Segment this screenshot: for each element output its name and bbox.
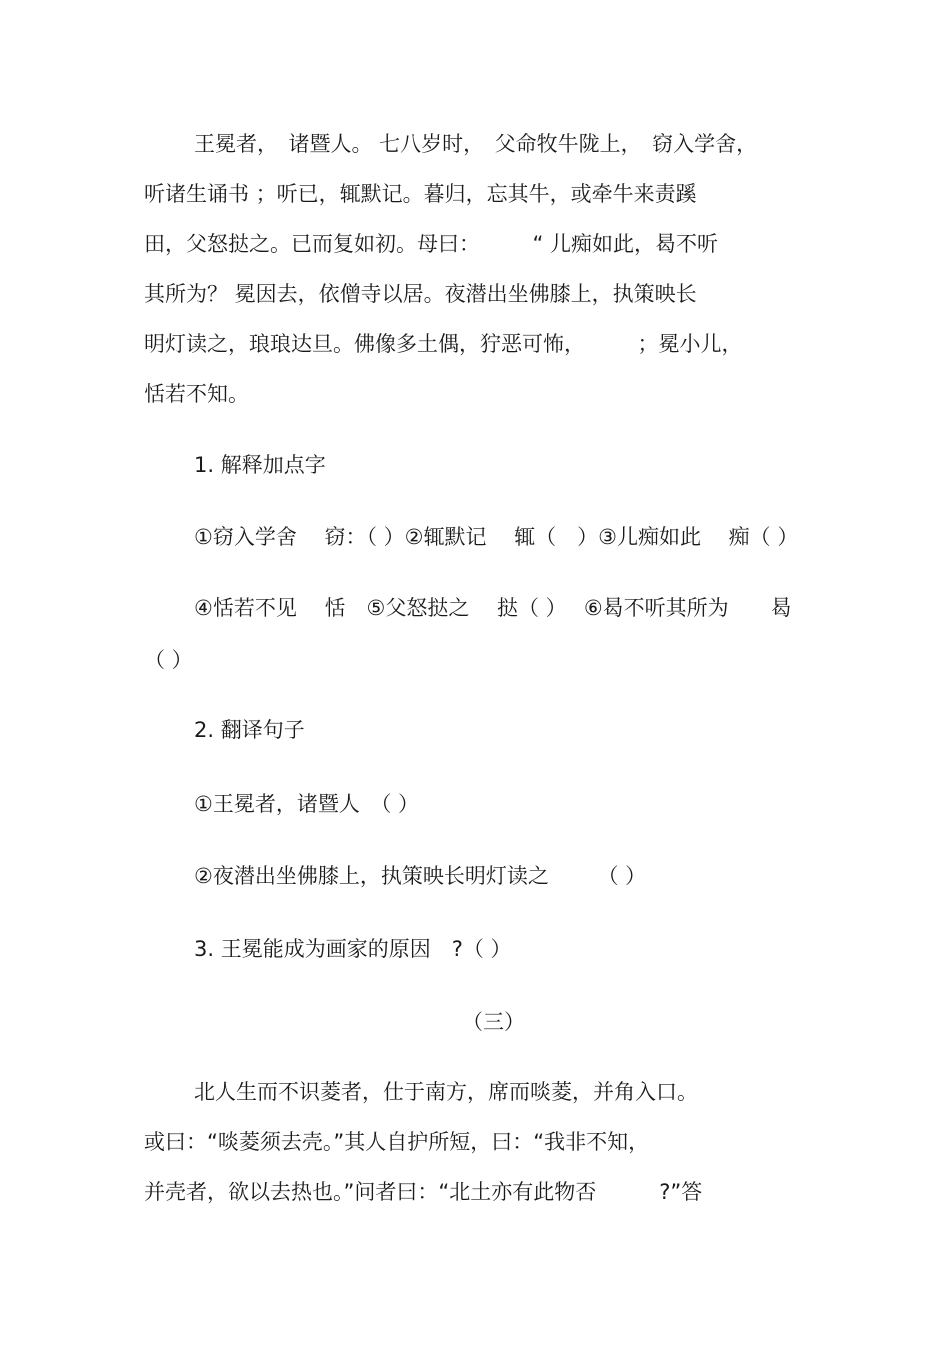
passage-line-2: 听诸生诵书 ；听已，辄默记。暮归，忘其牛，或牵牛来责蹊	[144, 182, 697, 206]
section-three-line-3: 并壳者，欲以去热也。”问者曰：“北土亦有此物否 ?”答	[144, 1180, 703, 1204]
section-three-heading: （三）	[462, 1010, 525, 1034]
question-1-line-2: ④恬若不见 恬 ⑤父怒挞之 挞（ ） ⑥曷不听其所为 曷	[194, 596, 792, 620]
passage-line-1: 王冕者， 诸暨人。 七八岁时， 父命牧牛陇上， 窃入学舍，	[194, 132, 758, 156]
question-2-title: 2. 翻译句子	[194, 718, 305, 742]
question-1-line-3: （ ）	[144, 648, 193, 672]
question-1-title: 1. 解释加点字	[194, 453, 326, 477]
passage-line-4: 其所为？ 冕因去，依僧寺以居。夜潜出坐佛膝上，执策映长	[144, 282, 697, 306]
passage-line-3: 田，父怒挞之。已而复如初。母曰： “ 儿痴如此，曷不听	[144, 232, 719, 256]
question-2-item-2: ②夜潜出坐佛膝上，执策映长明灯读之 （ ）	[194, 864, 647, 888]
question-1-line-1: ①窃入学舍 窃：（ ）②辄默记 辄（ ）③儿痴如此 痴（ ）	[194, 525, 799, 549]
section-three-line-1: 北人生而不识菱者，仕于南方，席而啖菱，并角入口。	[194, 1080, 698, 1104]
question-2-item-1: ①王冕者，诸暨人 （ ）	[194, 792, 420, 816]
question-3-title: 3. 王冕能成为画家的原因 ?（ ）	[194, 937, 512, 961]
passage-line-5: 明灯读之，琅琅达旦。佛像多土偶，狞恶可怖， ；冕小儿，	[144, 332, 743, 356]
passage-line-6: 恬若不知。	[144, 382, 249, 406]
section-three-line-2: 或曰：“啖菱须去壳。”其人自护所短，曰：“我非不知，	[144, 1130, 650, 1154]
